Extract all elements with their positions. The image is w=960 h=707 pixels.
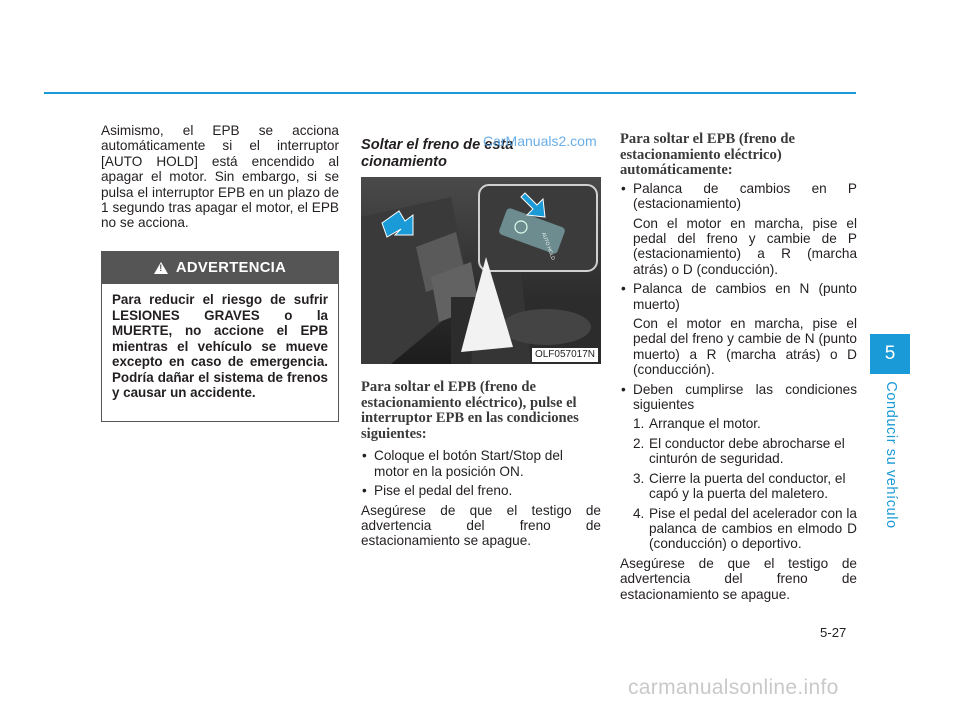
bullet-detail: Con el motor en marcha, pise el pedal del freno y cambie de N (punto muerto) a R (marcha atrás) o D (conducción). [633, 316, 857, 378]
numbered-step: 3. Cierre la puerta del conductor, el capó y la puerta del maletero. [633, 470, 846, 502]
intro-paragraph: Asimismo, el EPB se acciona automáticamente si el interruptor [AUTO HOLD] está encendido al apagar el motor. Sin embargo, si se pulsa el interruptor EPB en un plazo de 1 segundo tras apagar el motor, el EPB no se acciona. [101, 123, 339, 231]
middle-subheading: Para soltar el EPB (freno de estacionamiento eléctrico), pulse el interruptor EPB en las condiciones siguientes: [361, 379, 579, 442]
middle-closing: Asegúrese de que el testigo de advertencia del freno de estacionamiento se apague. [361, 502, 601, 549]
right-closing: Asegúrese de que el testigo de advertencia del freno de estacionamiento se apague. [620, 555, 857, 602]
column-left [101, 123, 339, 231]
numbered-step: 4. Pise el pedal del acelerador con la palanca de cambios en elmodo D (conducción) o deportivo. [633, 505, 857, 552]
column-middle-text [361, 380, 601, 549]
bullet-item: • Pise el pedal del freno. [361, 483, 601, 498]
bullet-item: • Palanca de cambios en P (estacionamiento) [620, 181, 857, 212]
figure-parking-brake-switch [361, 177, 601, 364]
warning-text: Para reducir el riesgo de sufrir LESIONES GRAVES o la MUERTE, no accione el EPB mientras el vehículo se mueve excepto en caso de emergencia. Podría dañar el sistema de frenos y causar un accidente. [112, 292, 328, 400]
warning-title: ADVERTENCIA [175, 260, 287, 276]
bullet-item: • Coloque el botón Start/Stop del motor en la posición ON. [361, 448, 601, 479]
warning-box [101, 251, 339, 422]
numbered-step: 1. Arranque el motor. [633, 416, 761, 432]
watermark-bottom: carmanualsonline.info [628, 676, 839, 699]
right-heading: Para soltar el EPB (freno de estacionamiento eléctrico) automáticamente: [620, 131, 795, 179]
warning-header [102, 252, 338, 284]
auto-hold-text: AUTO HOLD [540, 231, 556, 262]
warning-triangle-icon: ! [154, 262, 168, 274]
column-right [620, 132, 857, 602]
numbered-step: 2. El conductor debe abrocharse el cinturón de seguridad. [633, 435, 845, 467]
watermark-top: CarManuals2.com [483, 133, 597, 149]
bullet-item: • Deben cumplirse las condiciones siguientes [620, 382, 857, 413]
chapter-label: Conducir su vehículo [883, 381, 899, 529]
figure-code: OLF057017N [532, 348, 598, 362]
header-rule [44, 92, 856, 94]
page-number: 5-27 [820, 625, 847, 640]
bullet-item: • Palanca de cambios en N (punto muerto) [620, 281, 857, 312]
chapter-number-tab: 5 [870, 334, 910, 374]
bullet-detail: Con el motor en marcha, pise el pedal del freno y cambie de P (estacionamiento) a R (marcha atrás) o D (conducción). [633, 215, 857, 277]
section-heading: Soltar el freno de esta cionamiento [361, 137, 514, 170]
console-illustration [361, 177, 601, 364]
